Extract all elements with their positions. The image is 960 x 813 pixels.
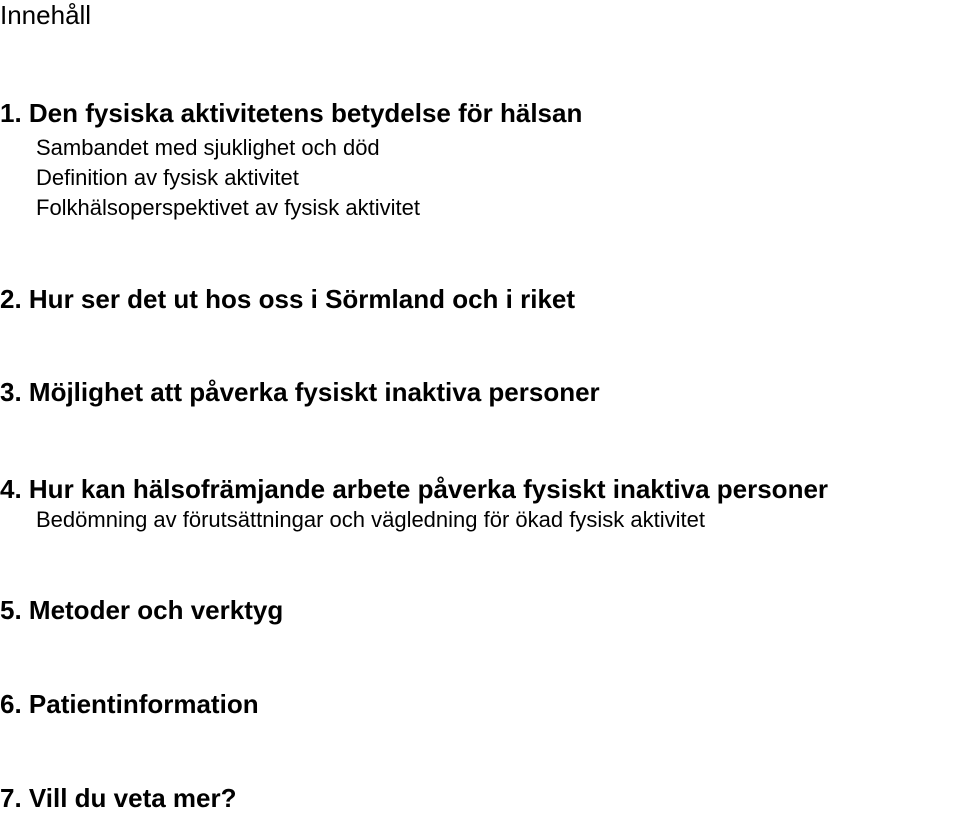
section-4-heading: 4. Hur kan hälsofrämjande arbete påverka fysiskt inaktiva personer [0,474,829,504]
section-1-item-3: Folkhälsoperspektivet av fysisk aktivitet [36,195,420,220]
section-5-heading: 5. Metoder och verktyg [0,595,284,625]
section-4-item-1: Bedömning av förutsättningar och vägledning för ökad fysisk aktivitet [36,507,705,532]
section-1-item-1: Sambandet med sjuklighet och död [36,135,380,160]
section-7-heading: 7. Vill du veta mer? [0,783,237,813]
section-3-heading: 3. Möjlighet att påverka fysiskt inaktiva personer [0,377,600,407]
section-2-heading: 2. Hur ser det ut hos oss i Sörmland och i riket [0,284,576,314]
section-6-heading: 6. Patientinformation [0,689,259,719]
section-1-heading: 1. Den fysiska aktivitetens betydelse för hälsan [0,98,583,128]
page-title: Innehåll [0,0,92,30]
section-1-item-2: Definition av fysisk aktivitet [36,165,299,190]
